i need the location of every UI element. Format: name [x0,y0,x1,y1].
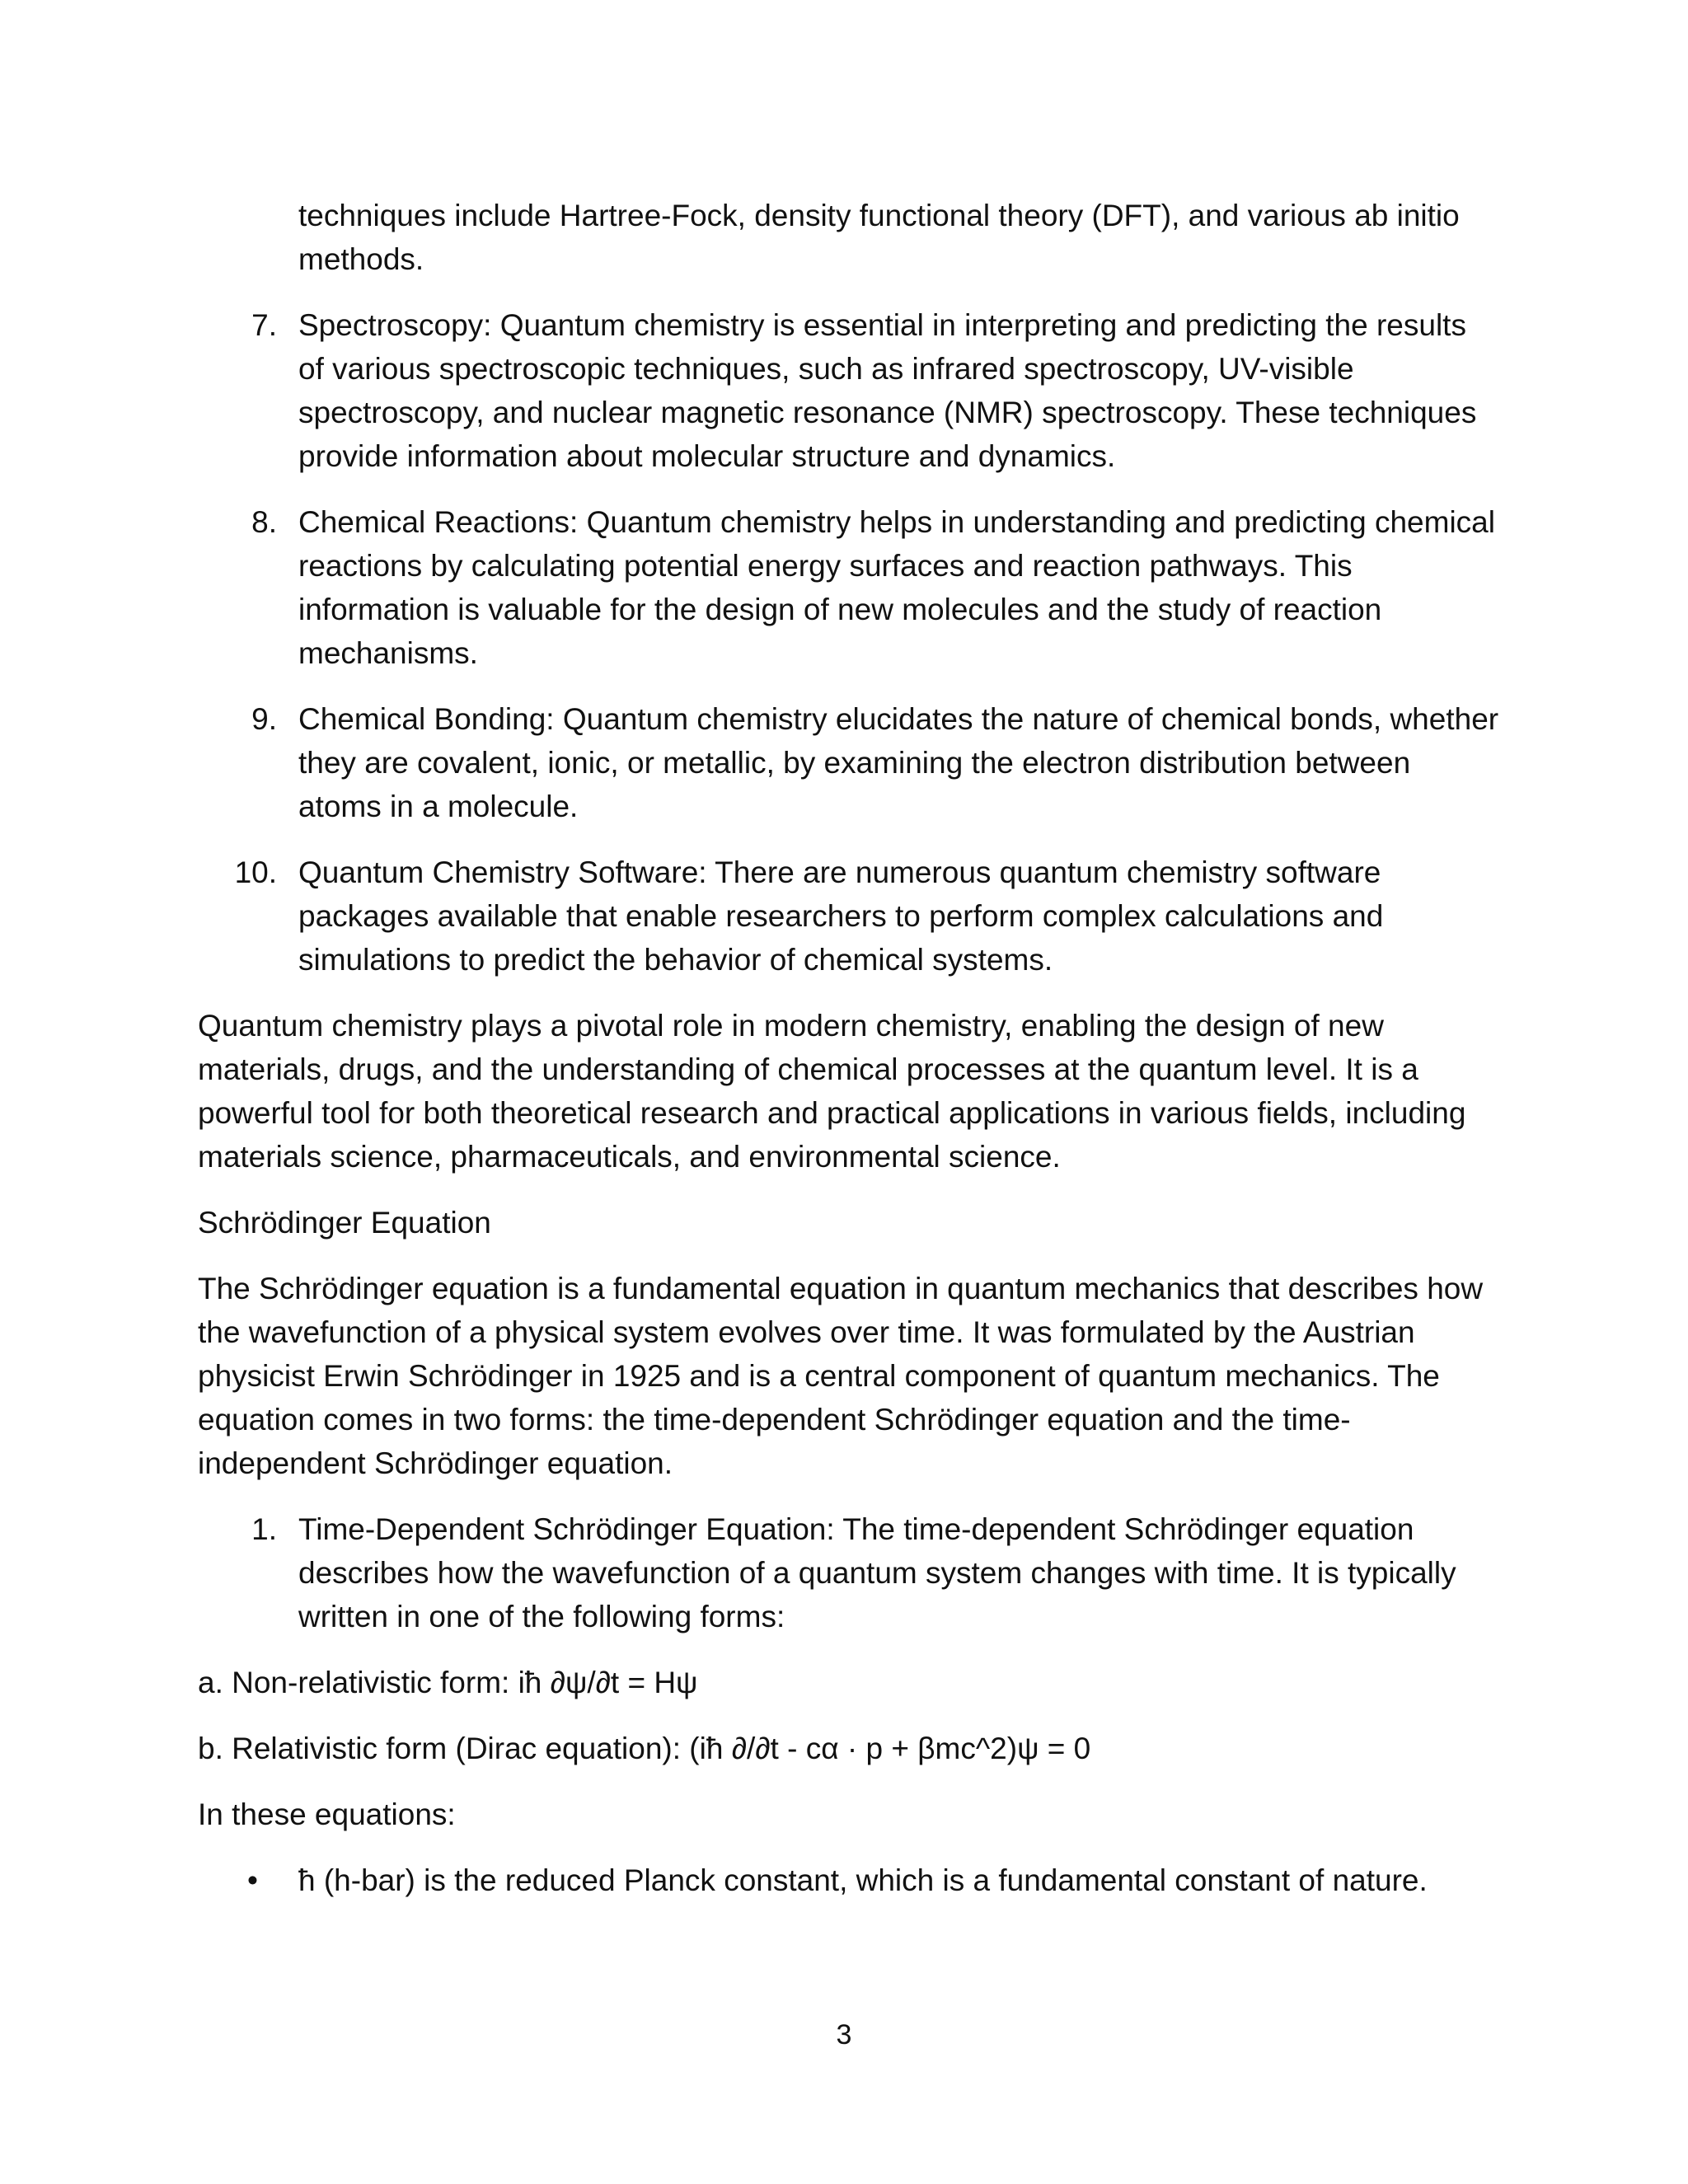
equation-form-b: b. Relativistic form (Dirac equation): (iħ ∂/∂t - cα · p + βmc^2)ψ = 0 [198,1732,1091,1765]
bullet-list [198,1858,1500,1902]
bullet-marker: • [247,1863,258,1897]
list-number: 10. [234,855,277,889]
equation-form-a: a. Non-relativistic form: iħ ∂ψ/∂t = Hψ [198,1666,698,1699]
list-item [198,1507,1500,1638]
page-number: 3 [836,2019,852,2050]
numbered-list-equations [198,1507,1500,1638]
list-item-text: Chemical Reactions: Quantum chemistry helps in understanding and predicting chemical reactions by calculating potential energy surfaces and reaction pathways. This information is valuable for the design of new molecules and the study of reaction mechanisms. [298,505,1495,670]
page-content [198,194,1500,1924]
list-item-text: Chemical Bonding: Quantum chemistry elucidates the nature of chemical bonds, whether they are covalent, ionic, or metallic, by examining the electron distribution between atoms in a molecule. [298,702,1499,823]
list-number: 9. [251,702,277,736]
bullet-item-text: ħ (h-bar) is the reduced Planck constant, which is a fundamental constant of nature. [298,1863,1428,1897]
continuation-paragraph: techniques include Hartree-Fock, density functional theory (DFT), and various ab initio methods. [298,199,1460,276]
list-item [198,851,1500,982]
list-number: 8. [251,505,277,539]
list-item-text: Quantum Chemistry Software: There are numerous quantum chemistry software packages available that enable researchers to perform complex calculations and simulations to predict the behavior of chemical systems. [298,855,1384,977]
list-item-text: Spectroscopy: Quantum chemistry is essential in interpreting and predicting the results of various spectroscopic techniques, such as infrared spectroscopy, UV-visible spectroscopy, and nuclear magnetic resonance (NMR) spectroscopy. These techniques provide information about molecular structure and dynamics. [298,308,1477,473]
list-item [198,303,1500,478]
list-item [198,500,1500,675]
list-item [198,697,1500,828]
equations-intro: In these equations: [198,1797,456,1831]
summary-paragraph: Quantum chemistry plays a pivotal role in modern chemistry, enabling the design of new materials, drugs, and the understanding of chemical processes at the quantum level. It is a powerful tool for both theoretical research and practical applications in various fields, including materials science, pharmaceuticals, and environmental science. [198,1009,1466,1174]
section-intro-paragraph: The Schrödinger equation is a fundamental equation in quantum mechanics that describes how the wavefunction of a physical system evolves over time. It was formulated by the Austrian physicist Erwin Schrödinger in 1925 and is a central component of quantum mechanics. The equation comes in two forms: the time-dependent Schrödinger equation and the time-independent Schrödinger equation. [198,1272,1484,1480]
list-item-text: Time-Dependent Schrödinger Equation: The time-dependent Schrödinger equation describes how the wavefunction of a quantum system changes with time. It is typically written in one of the following forms: [298,1512,1456,1633]
numbered-list-methods [198,303,1500,982]
section-heading: Schrödinger Equation [198,1206,491,1240]
bullet-item [198,1858,1500,1902]
list-number: 1. [251,1512,277,1546]
list-number: 7. [251,308,277,342]
